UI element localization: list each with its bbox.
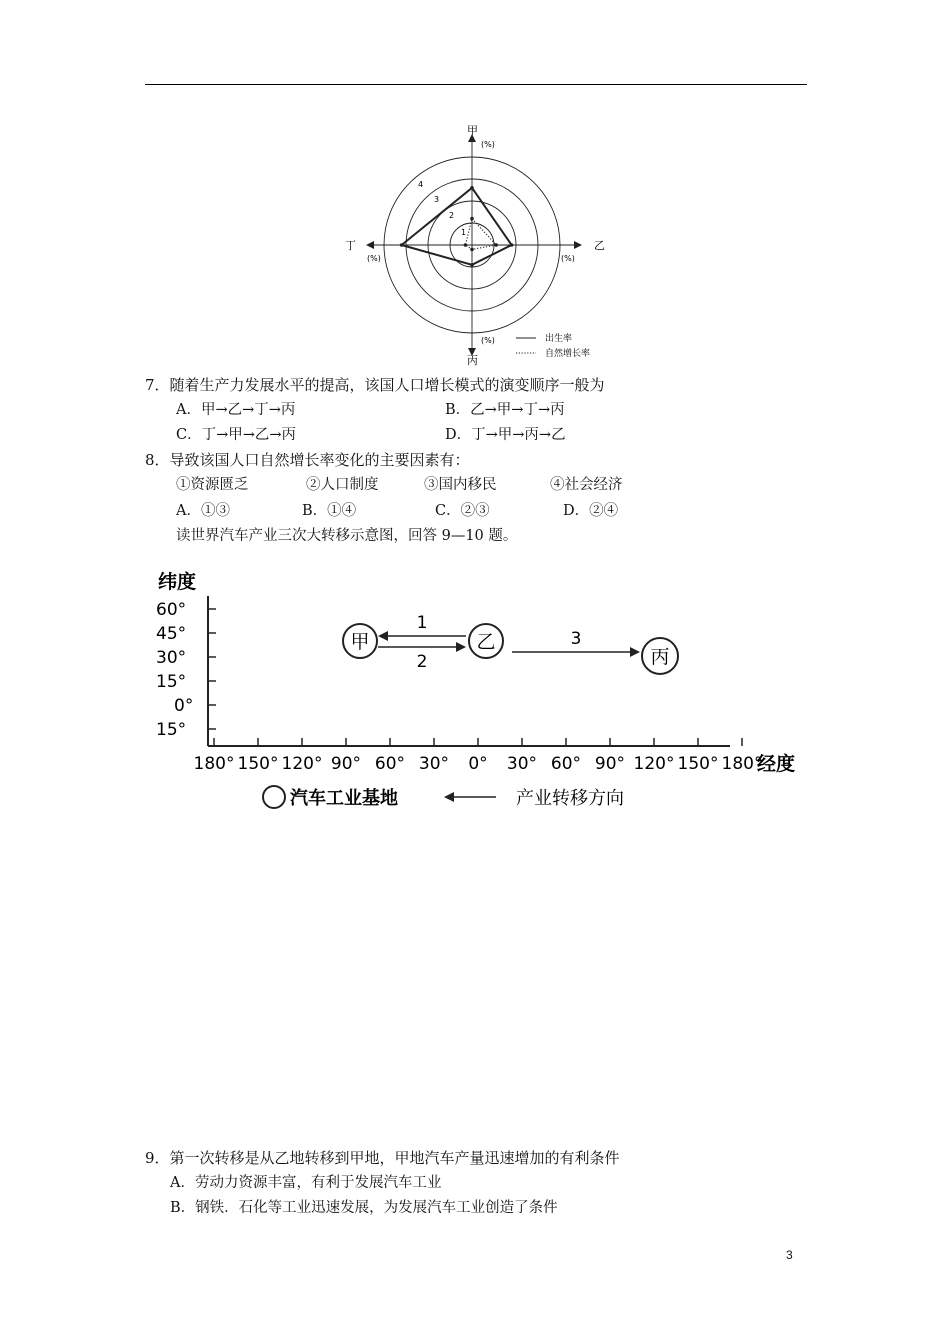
series-point — [494, 243, 498, 247]
legend-base-icon — [263, 786, 285, 808]
x-tick-label: 60° — [374, 754, 406, 774]
base-label-jia: 甲 — [350, 631, 370, 653]
arrow-3-head — [630, 647, 640, 657]
legend-arrow-label: 产业转移方向 — [516, 788, 624, 809]
series-point — [470, 186, 474, 190]
q8-option-b: B．①④ — [302, 503, 357, 519]
unit-label-bottom: (%) — [481, 336, 495, 345]
ring-label-3: 3 — [434, 195, 440, 204]
ring-label-4: 4 — [418, 180, 424, 189]
y-tick-label: 45° — [156, 624, 187, 644]
series-point — [510, 243, 514, 247]
q8-factor-4: ④社会经济 — [550, 477, 623, 493]
map-y-title: 纬度 — [158, 571, 197, 593]
series-point — [470, 263, 474, 267]
axis-label-yi: 乙 — [594, 239, 605, 252]
arrow-2-label: 2 — [416, 652, 428, 672]
q7-option-b: B．乙→甲→丁→丙 — [445, 402, 565, 418]
page-number: 3 — [786, 1248, 793, 1262]
question-7: 7．随着生产力发展水平的提高，该国人口增长模式的演变顺序一般为 — [145, 376, 605, 394]
map-x-title: 经度 — [757, 753, 796, 775]
legend-arrow-icon — [444, 792, 454, 802]
x-tick-label: 30° — [418, 754, 450, 774]
x-tick-label: 150° — [677, 754, 719, 774]
unit-label-left: (%) — [367, 254, 381, 263]
unit-label-top: (%) — [481, 140, 495, 149]
radar-chart — [340, 120, 620, 370]
legend-base-label: 汽车工业基地 — [290, 788, 398, 809]
q8-factor-2: ②人口制度 — [306, 477, 379, 493]
q7-option-a: A．甲→乙→丁→丙 — [176, 402, 296, 418]
x-tick-label: 120° — [281, 754, 323, 774]
arrow-2-head — [456, 642, 466, 652]
arrowhead-left — [366, 241, 374, 249]
unit-label-right: (%) — [561, 254, 575, 263]
arrow-3-label: 3 — [570, 629, 582, 649]
axis-label-bing: 丙 — [467, 354, 478, 367]
series-point — [470, 217, 474, 221]
series-point — [464, 243, 468, 247]
ring-label-1: 1 — [461, 228, 467, 237]
y-tick-label: 15° — [156, 672, 187, 692]
q9-option-a: A．劳动力资源丰富，有利于发展汽车工业 — [170, 1175, 442, 1191]
x-tick-label: 90° — [330, 754, 362, 774]
q8-factor-3: ③国内移民 — [424, 477, 497, 493]
y-tick-label: 30° — [156, 648, 187, 668]
y-tick-label: 0° — [174, 696, 194, 716]
q9-option-b: B．钢铁．石化等工业迅速发展，为发展汽车工业创造了条件 — [170, 1200, 558, 1216]
arrow-1-label: 1 — [416, 613, 428, 633]
header-rule — [145, 84, 807, 85]
x-tick-label: 30° — [506, 754, 538, 774]
series-point — [470, 248, 474, 252]
x-tick-label: 60° — [550, 754, 582, 774]
q8-option-d: D．②④ — [563, 503, 619, 519]
arrow-1-head — [378, 631, 388, 641]
y-tick-label: 60° — [156, 600, 187, 620]
x-tick-label: 180° — [721, 754, 763, 774]
q8-option-c: C．②③ — [435, 503, 490, 519]
x-tick-label: 150° — [237, 754, 279, 774]
series-point — [400, 243, 404, 247]
q7-option-d: D．丁→甲→丙→乙 — [445, 427, 566, 443]
x-tick-label: 0° — [468, 754, 488, 774]
base-label-bing: 丙 — [650, 646, 670, 668]
base-label-yi: 乙 — [476, 631, 496, 653]
arrowhead-right — [574, 241, 582, 249]
y-tick-label: 15° — [156, 720, 187, 740]
q7-option-c: C．丁→甲→乙→丙 — [176, 427, 297, 443]
question-8: 8．导致该国人口自然增长率变化的主要因素有： — [145, 451, 470, 469]
x-tick-label: 180° — [193, 754, 235, 774]
axis-label-ding: 丁 — [345, 239, 356, 252]
series-birth-rate — [402, 188, 512, 265]
ring-label-2: 2 — [449, 211, 455, 220]
legend-label-birth: 出生率 — [545, 334, 573, 344]
axis-label-jia: 甲 — [467, 124, 478, 137]
legend-label-natural: 自然增长率 — [545, 349, 591, 359]
q8-factor-1: ①资源匮乏 — [176, 477, 249, 493]
section-intro: 读世界汽车产业三次大转移示意图，回答 9—10 题。 — [176, 528, 518, 544]
question-9: 9．第一次转移是从乙地转移到甲地，甲地汽车产量迅速增加的有利条件 — [145, 1149, 620, 1167]
x-tick-label: 120° — [633, 754, 675, 774]
x-tick-label: 90° — [594, 754, 626, 774]
q8-option-a: A．①③ — [176, 503, 230, 519]
transfer-map — [150, 562, 810, 822]
